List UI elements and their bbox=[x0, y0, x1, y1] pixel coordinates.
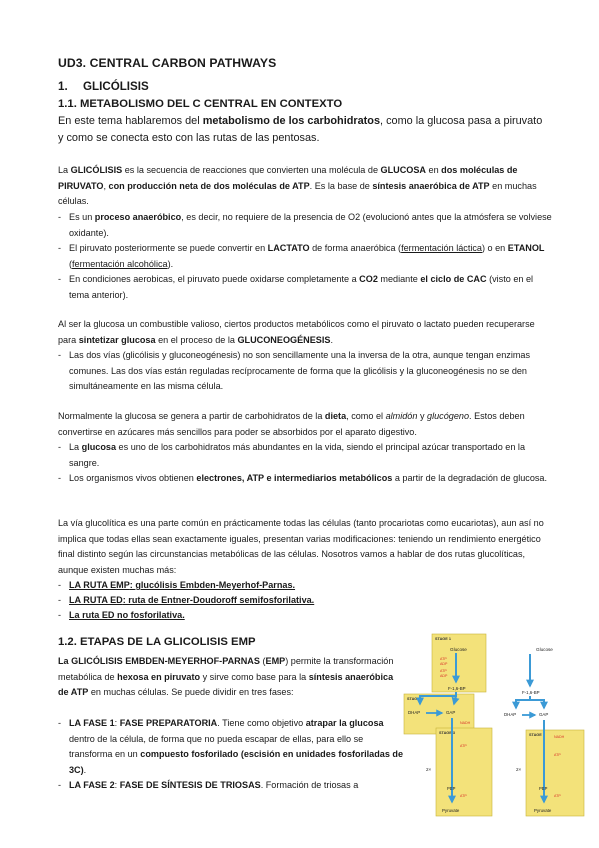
list-item: - LA FASE 2: FASE DE SÍNTESIS DE TRIOSAS. Formación de triosas a bbox=[58, 780, 359, 790]
two-x-label: 2× bbox=[426, 767, 432, 772]
glucose-label: Glucose bbox=[450, 647, 467, 652]
text: en muchas células. bbox=[58, 180, 537, 207]
f16bp-label: F-1,6-BP bbox=[522, 690, 540, 695]
text-bold: LA FASE 1 bbox=[69, 718, 115, 728]
text-bold: metabolismo de los carbohidratos bbox=[202, 115, 381, 127]
text-bold: con producción neta de dos moléculas de ATP bbox=[108, 180, 310, 191]
stage3-label: STAGE 3 bbox=[529, 733, 545, 737]
text: : bbox=[114, 718, 120, 728]
text-underline: fermentación láctica bbox=[401, 243, 482, 253]
text: dentro de la célula, de forma que no pueda escapar de ellas, para ello se transforma en un bbox=[69, 733, 364, 760]
text-bold: ETANOL bbox=[507, 243, 545, 253]
pep-label: PEP bbox=[539, 786, 548, 791]
text-underline: fermentación alcohólica bbox=[72, 258, 168, 269]
f16bp-label: F-1,6-BP bbox=[448, 686, 466, 691]
text-underline-bold: no fosforilativa. bbox=[114, 610, 185, 620]
atp-label: ATP bbox=[554, 753, 561, 757]
atp-label: ATP bbox=[460, 794, 467, 798]
text: Las dos vías (glicólisis y gluconeogénesis) no son sencillamente una la inversa de la otra, aunque tengan enzimas comunes. Las dos vías están reguladas recíprocamente de forma que la glicólisis y la gluconeogénesis no se den simultáneamente en las misma célula. bbox=[69, 350, 531, 392]
text: Al ser la glucosa un combustible valioso, ciertos productos metabólicos como el piruvato o lactato pueden recuperarse para bbox=[58, 319, 535, 345]
section-number: 1. bbox=[58, 80, 68, 93]
text-underline-bold: LA RUTA EMP bbox=[69, 580, 130, 590]
dhap-label: DHAP bbox=[408, 710, 421, 715]
list-item: - La ruta ED no fosforilativa. bbox=[58, 610, 185, 620]
nadh-label: NADH bbox=[460, 721, 471, 725]
stage3-label: STAGE 3 bbox=[439, 731, 455, 735]
text-bold: dieta bbox=[324, 411, 347, 421]
list-item: - El piruvato posteriormente se puede convertir en LACTATO de forma anaeróbica (fermentación láctica) o en ETANOL (fermentación alcohólica). bbox=[58, 243, 545, 269]
atp-label: ATP bbox=[440, 657, 447, 661]
text: . Tiene como objetivo bbox=[217, 718, 306, 728]
text-bold: EMP bbox=[265, 656, 286, 666]
text: Es un bbox=[69, 212, 95, 222]
text: En condiciones aerobicas, el piruvato puede oxidarse completamente a bbox=[69, 274, 360, 284]
text-bold: atrapar la glucosa bbox=[305, 718, 384, 728]
text: en el proceso de la bbox=[155, 334, 238, 345]
text-bold: GLUCONEOGÉNESIS bbox=[237, 334, 331, 345]
text-bold: GLUCOSA bbox=[380, 165, 426, 175]
list-item: - LA RUTA ED: ruta de Entner-Doudoroff semifosforilativa. bbox=[58, 595, 315, 605]
text-bold: LACTATO bbox=[267, 243, 310, 253]
list-item: - En condiciones aerobicas, el piruvato puede oxidarse completamente a CO2 mediante el ciclo de CAC (visto en el tema anterior). bbox=[58, 274, 534, 300]
text-bold: FASE PREPARATORIA bbox=[119, 718, 218, 728]
text: , es decir, no requiere de la presencia de O2 (evolucionó antes que la atmósfera se volviese oxidante). bbox=[69, 212, 552, 238]
text-underline-bold: : glucólisis Embden-Meyerhof-Parnas. bbox=[129, 580, 296, 590]
text: Normalmente la glucosa se genera a partir de carbohidratos de la bbox=[58, 411, 325, 421]
text: , bbox=[103, 180, 109, 191]
text: . Estos deben convertirse en azúcares más sencillos para poder se absorbidos por el aparato digestivo. bbox=[58, 411, 525, 437]
text-bold: sintetizar glucosa bbox=[78, 334, 156, 345]
text: (visto en el tema anterior). bbox=[69, 274, 534, 300]
text-bold: síntesis anaeróbica de ATP bbox=[372, 180, 490, 191]
text: La bbox=[69, 442, 82, 452]
subsection-heading-1-1: 1.1. METABOLISMO DEL C CENTRAL EN CONTEXTO bbox=[58, 98, 343, 110]
paragraph-glucose-sources bbox=[58, 409, 548, 440]
gap-label: GAP bbox=[446, 710, 456, 715]
text: . Es la base de bbox=[309, 180, 373, 191]
paragraph-glicolisis-definition bbox=[58, 163, 548, 210]
text: : bbox=[114, 780, 120, 790]
list-item: - LA RUTA EMP: glucólisis Embden-Meyerhof-Parnas. bbox=[58, 580, 296, 590]
text-underline-bold: : ruta de Entner-Doudoroff semifosforilativa. bbox=[122, 595, 315, 605]
nadh-label: NADH bbox=[554, 735, 565, 739]
text: de forma anaeróbica ( bbox=[309, 243, 402, 253]
text-underline-bold: La ruta ED bbox=[69, 610, 115, 620]
list-item: - Es un proceso anaeróbico, es decir, no requiere de la presencia de O2 (evolucionó antes que la atmósfera se volviese oxidante). bbox=[58, 212, 552, 238]
list-item: - La glucosa es uno de los carbohidratos más abundantes en la vida, siendo el principal azúcar transportado en la sangre. bbox=[58, 442, 526, 468]
list-item: - LA FASE 1: FASE PREPARATORIA. Tiene como objetivo atrapar la glucosa dentro de la célula, de forma que no pueda escapar de ellas, para ello se transforma en un compuesto fosforilado (escisión en unidades fosforiladas de 3C). bbox=[58, 718, 404, 775]
text-bold: síntesis anaeróbica de ATP bbox=[58, 671, 394, 698]
text-bold: La bbox=[58, 656, 72, 666]
text: mediante bbox=[377, 274, 421, 284]
text: Los organismos vivos obtienen bbox=[69, 473, 197, 483]
list-item: - Los organismos vivos obtienen electrones, ATP e intermediarios metabólicos a partir de la degradación de glucosa. bbox=[58, 473, 548, 483]
section-title: GLICÓLISIS bbox=[83, 80, 149, 93]
glucose-label: Glucose bbox=[536, 647, 553, 652]
text: La bbox=[58, 165, 71, 175]
subsection-heading-1-2: 1.2. ETAPAS DE LA GLICOLISIS EMP bbox=[58, 636, 256, 648]
text-bold: hexosa en piruvato bbox=[117, 671, 201, 682]
text: ). bbox=[167, 258, 174, 269]
document-title: UD3. CENTRAL CARBON PATHWAYS bbox=[58, 56, 277, 70]
text-bold: electrones, ATP e intermediarios metabólicos bbox=[196, 473, 393, 483]
text-italic: almidón bbox=[385, 411, 418, 421]
text: . Formación de triosas a bbox=[260, 780, 359, 790]
text-bold: GLICÓLISIS EMBDEN-MEYERHOF-PARNAS bbox=[71, 656, 260, 666]
text-bold: GLICÓLISIS bbox=[70, 165, 123, 175]
atp-label: ATP bbox=[440, 669, 447, 673]
text: en bbox=[426, 165, 442, 175]
adp-label: ADP bbox=[440, 674, 448, 678]
arrow bbox=[516, 696, 530, 708]
arrow bbox=[530, 700, 544, 708]
text-bold: FASE DE SÍNTESIS DE TRIOSAS bbox=[119, 780, 261, 790]
text: es la secuencia de reacciones que convierten una molécula de bbox=[122, 165, 381, 175]
text-bold: LA FASE 2 bbox=[69, 780, 115, 790]
text: y sirve como base para la bbox=[200, 671, 309, 682]
pep-label: PEP bbox=[447, 786, 456, 791]
text: ) permite la transformación metabólica de bbox=[58, 656, 394, 682]
list-item: - Las dos vías (glicólisis y gluconeogénesis) no son sencillamente una la inversa de la otra, aunque tengan enzimas comunes. Las dos vías están reguladas recíprocamente de forma que la glicólisis y la gluconeogénesis no se den simultáneamente en las misma célula. bbox=[58, 350, 531, 392]
text-bold: proceso anaeróbico bbox=[94, 212, 182, 222]
text: en muchas células. Se puede dividir en tres fases: bbox=[88, 687, 294, 698]
text: ( bbox=[69, 258, 73, 269]
stage3-box bbox=[436, 728, 492, 816]
text: y bbox=[417, 411, 428, 421]
text-bold: CO2 bbox=[359, 274, 378, 284]
paragraph-emp-intro bbox=[58, 654, 398, 701]
text: , como la glucosa pasa a piruvato y como se conecta esto con las rutas de las pentosas. bbox=[58, 115, 543, 144]
text-bold: dos moléculas de PIRUVATO bbox=[58, 165, 518, 191]
pyruvate-label: Pyruvate bbox=[534, 808, 552, 813]
paragraph-glycolytic-routes: La vía glucolítica es una parte común en prácticamente todas las células (tanto procariotas como eucariotas), aun así no implica que todas ellas sean exactamente iguales, presentan varias modificaciones: teniendo un rendimiento energético final distinto según las circunstancias metabólicas de las células. Nosotros vamos a hablar de dos rutas glucolíticas, aunque existen muchas más: bbox=[58, 518, 544, 575]
text-italic: glucógeno bbox=[427, 411, 470, 421]
stage3-box-right bbox=[526, 730, 584, 816]
adp-label: ADP bbox=[440, 662, 448, 666]
text-bold: compuesto fosforilado (escisión en unidades fosforiladas de 3C) bbox=[69, 749, 404, 775]
dhap-label: DHAP bbox=[504, 712, 517, 717]
atp-label: ATP bbox=[554, 794, 561, 798]
text-bold: el ciclo de CAC bbox=[420, 274, 487, 284]
gap-label: GAP bbox=[539, 712, 549, 717]
text: . bbox=[83, 764, 87, 775]
atp-label: ATP bbox=[460, 744, 467, 748]
text: , como el bbox=[346, 411, 386, 421]
text: a partir de la degradación de glucosa. bbox=[392, 473, 548, 483]
text: El piruvato posteriormente se puede convertir en bbox=[69, 243, 268, 253]
text: es uno de los carbohidratos más abundantes en la vida, siendo el principal azúcar transportado en la sangre. bbox=[69, 442, 526, 468]
pyruvate-label: Pyruvate bbox=[442, 808, 460, 813]
text-underline-bold: LA RUTA ED bbox=[69, 595, 123, 605]
paragraph-gluconeogenesis bbox=[58, 317, 548, 348]
text: En este tema hablaremos del bbox=[58, 115, 203, 127]
two-x-label: 2× bbox=[516, 767, 522, 772]
text: ( bbox=[259, 656, 266, 666]
section-heading-glicolisis bbox=[58, 80, 149, 93]
intro-paragraph bbox=[58, 113, 550, 147]
glycolysis-stages-figure bbox=[398, 630, 588, 820]
text-bold: glucosa bbox=[81, 442, 117, 452]
text: . bbox=[330, 334, 333, 345]
text: ) o en bbox=[481, 243, 508, 253]
stage1-label: STAGE 1 bbox=[435, 637, 451, 641]
stage2-label: STAGE 2 bbox=[407, 697, 423, 701]
